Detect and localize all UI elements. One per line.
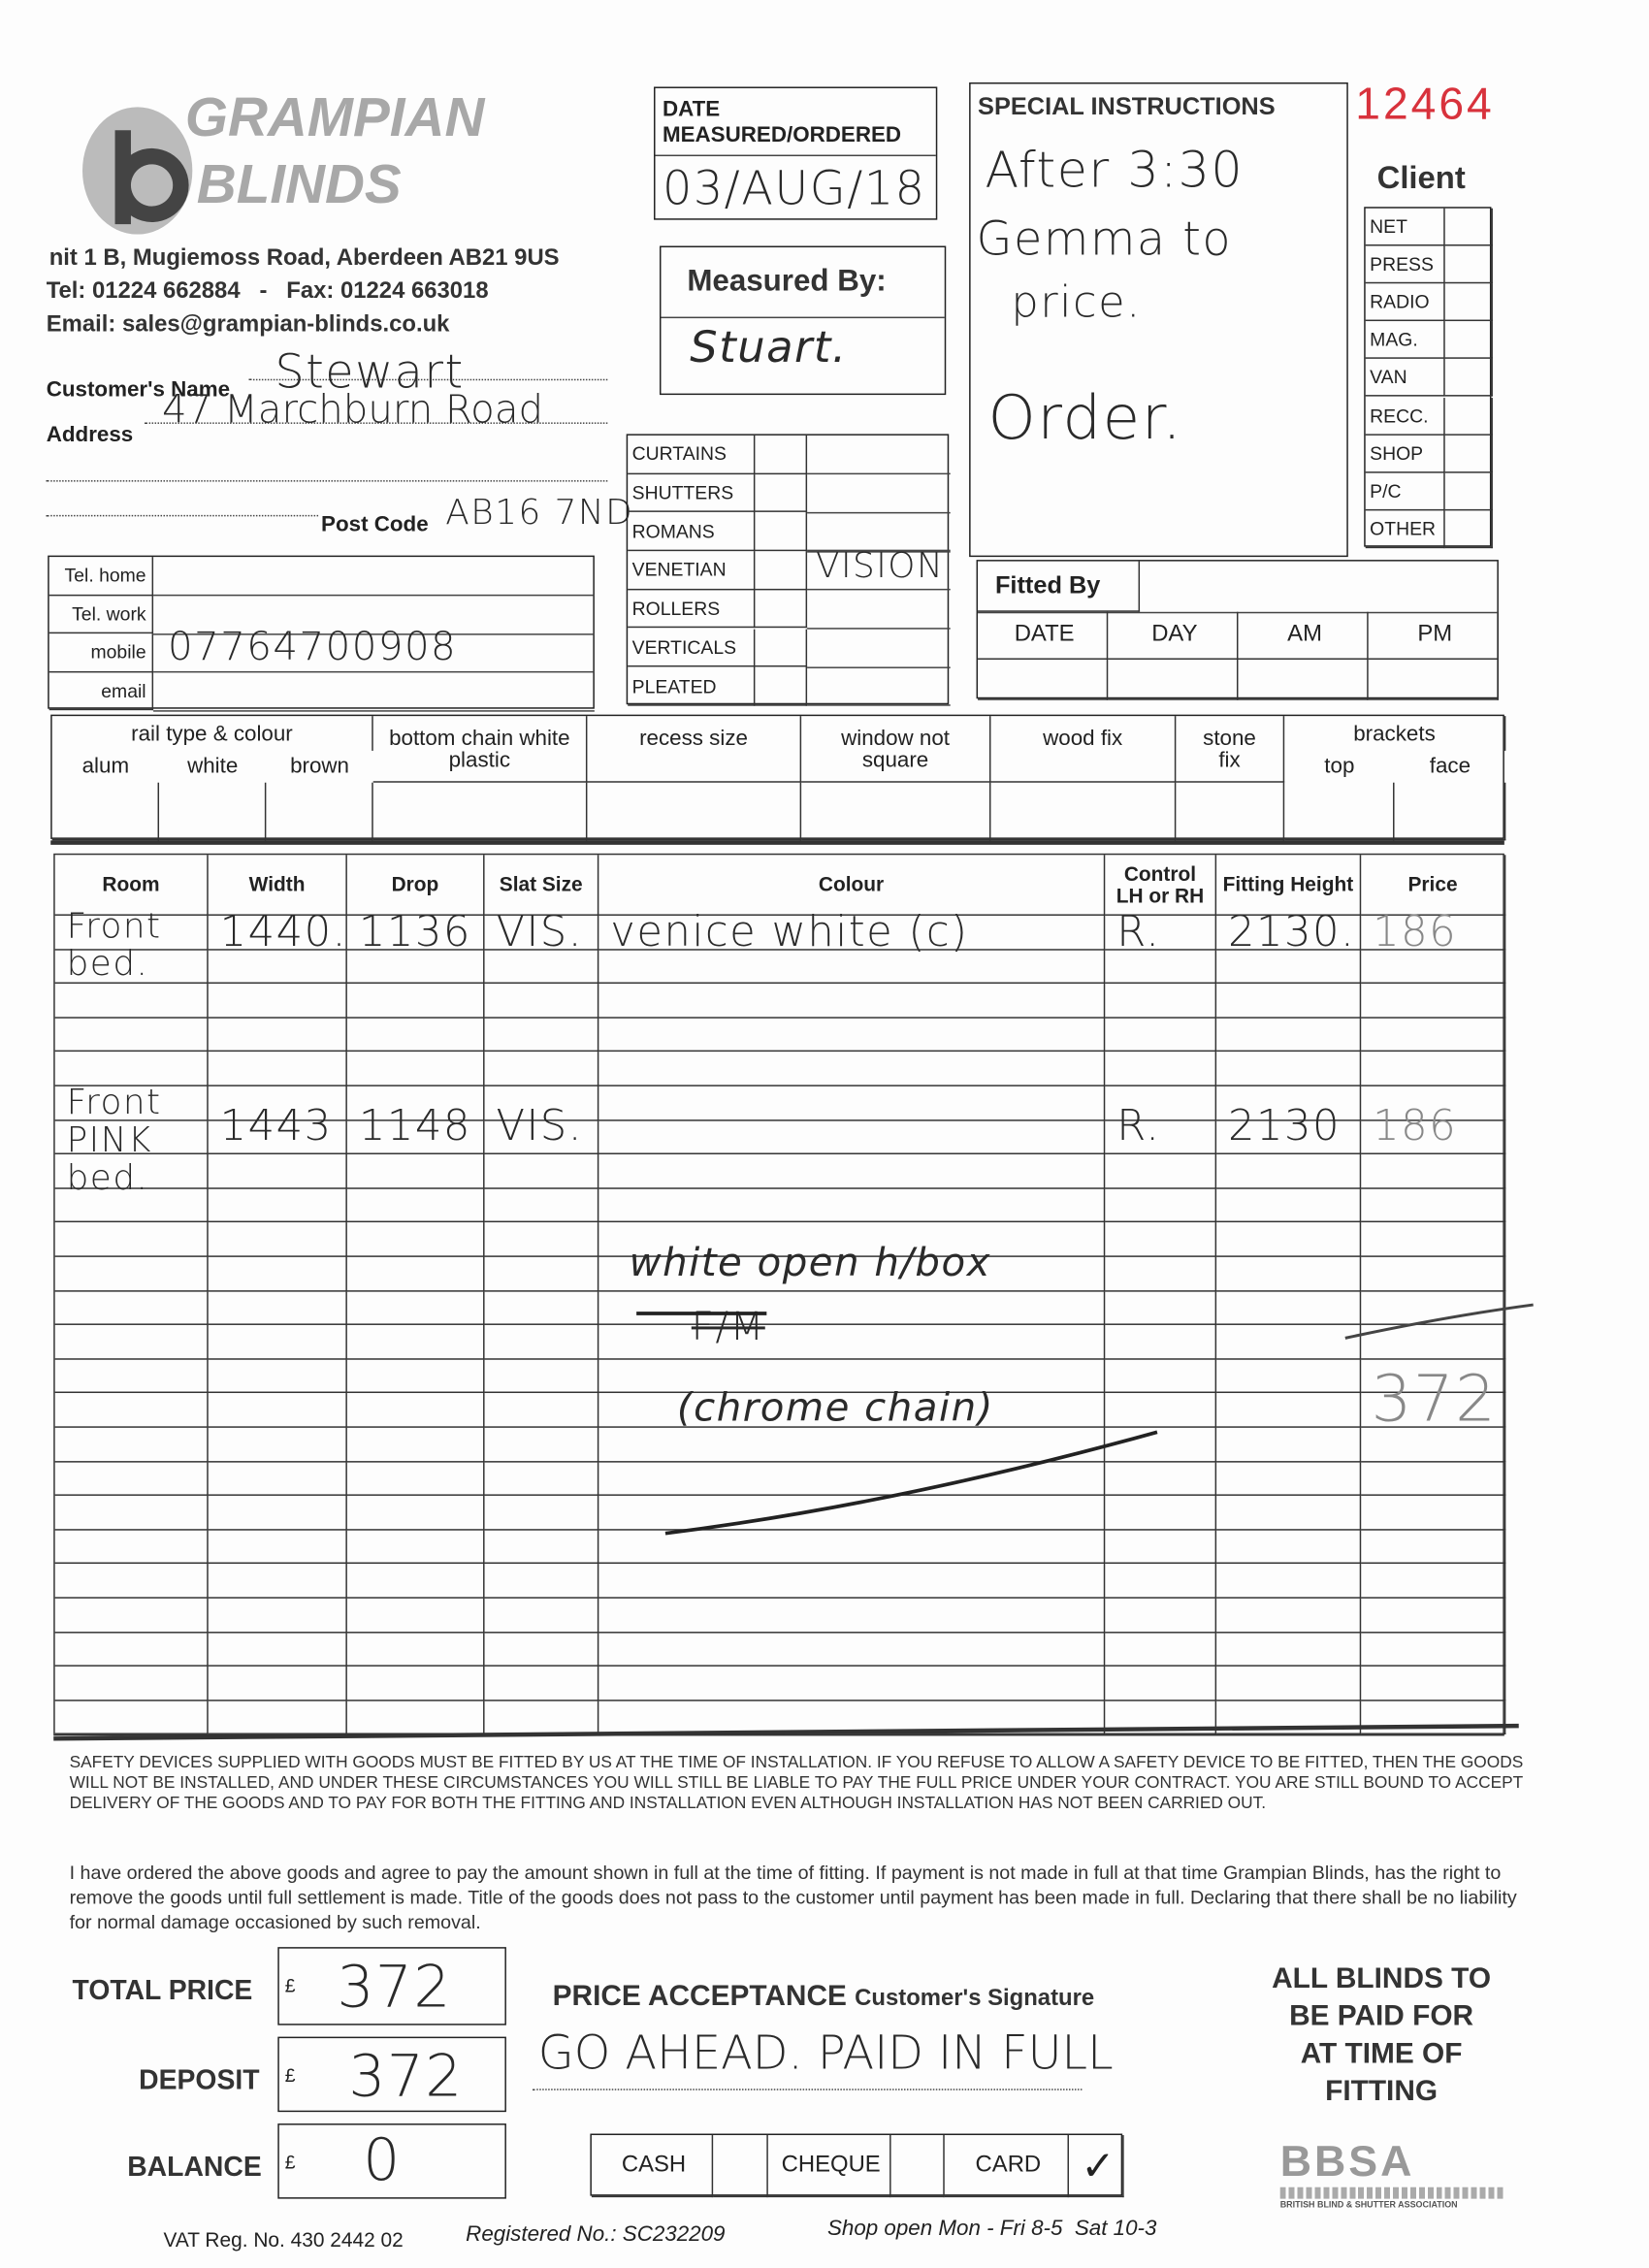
table-cell[interactable] — [209, 1530, 347, 1564]
blind-type-label: PLEATED — [628, 667, 755, 706]
table-cell[interactable] — [347, 1667, 485, 1701]
rail-option-label: white — [187, 753, 239, 779]
address-label: Address — [46, 422, 134, 447]
table-cell[interactable] — [485, 1428, 599, 1462]
column-header: Drop — [347, 855, 485, 916]
fitted-by-cell[interactable] — [1369, 660, 1499, 700]
client-option-checkbox[interactable] — [1445, 435, 1493, 472]
table-cell[interactable] — [55, 1667, 209, 1701]
blind-type-label: VERTICALS — [628, 629, 755, 667]
spec-input-cell[interactable] — [1395, 783, 1506, 841]
blind-type-table — [627, 434, 950, 704]
contact-value[interactable]: 07764700908 — [167, 625, 458, 670]
contact-label: Tel. work — [49, 596, 153, 634]
fitted-by-column-header: PM — [1369, 612, 1499, 660]
company-logo — [80, 101, 195, 234]
client-option-checkbox[interactable] — [1445, 472, 1493, 510]
table-cell[interactable] — [55, 984, 209, 1018]
instruction-line: Gemma to — [976, 211, 1233, 267]
table-cell[interactable] — [347, 1428, 485, 1462]
total-note: 372 — [1371, 1362, 1498, 1437]
item-control[interactable]: R. — [1116, 906, 1161, 956]
item-colour[interactable]: venice white (c) — [610, 906, 969, 956]
client-option-label: NET — [1366, 209, 1445, 246]
table-cell[interactable] — [485, 1359, 599, 1393]
signature-label: Customer's Signature — [855, 1986, 1095, 2011]
date-value[interactable]: 03/AUG/18 — [662, 160, 926, 216]
blind-type-label: ROLLERS — [628, 590, 755, 629]
table-cell[interactable] — [55, 1496, 209, 1530]
client-option-label: PRESS — [1366, 246, 1445, 284]
table-cell[interactable] — [209, 1325, 347, 1359]
table-divider — [807, 511, 951, 513]
table-cell[interactable] — [598, 1019, 1105, 1053]
table-cell[interactable] — [485, 1325, 599, 1359]
agreement-terms: I have ordered the above goods and agree to pay the amount shown in full at the time of fitting. If payment is not made in full at that time Grampian Blinds, has the right to remove the goods until full settlement is made. Title of the goods does not pass to the customer until payment has been made in full. Declaring that there shall be no liability for normal damage occasioned by such removal. — [69, 1862, 1517, 1933]
rail-option-label: alum — [81, 753, 130, 779]
blind-type-value[interactable]: VISION — [816, 545, 945, 587]
table-cell[interactable] — [598, 984, 1105, 1018]
item-fitting-height[interactable]: 2130 — [1228, 1100, 1342, 1150]
spec-input-cell[interactable] — [373, 783, 588, 841]
logo-b-icon — [80, 101, 195, 234]
total-price-box[interactable] — [277, 1947, 506, 2025]
table-cell[interactable] — [485, 1633, 599, 1667]
column-header: Slat Size — [485, 855, 599, 916]
table-cell[interactable] — [209, 1154, 347, 1188]
table-cell[interactable] — [1105, 1223, 1216, 1257]
payment-method-table — [590, 2134, 1122, 2196]
spec-header: rail type & colour — [52, 716, 373, 751]
fitted-by-label: Fitted By — [978, 562, 1140, 612]
table-cell[interactable] — [55, 1599, 209, 1633]
table-cell[interactable] — [598, 1086, 1105, 1120]
spec-input-cell[interactable] — [159, 783, 266, 841]
bbsa-logo-text: BBSA — [1279, 2137, 1415, 2187]
table-cell[interactable] — [209, 1496, 347, 1530]
client-option-checkbox[interactable] — [1445, 397, 1493, 435]
customer-name-value[interactable]: Stewart — [275, 343, 465, 400]
client-option-checkbox[interactable] — [1445, 321, 1493, 359]
client-option-label: OTHER — [1366, 510, 1445, 548]
bbsa-caption: BRITISH BLIND & SHUTTER ASSOCIATION — [1279, 2201, 1458, 2211]
item-width[interactable]: 1443 — [219, 1100, 333, 1150]
table-cell[interactable] — [598, 1667, 1105, 1701]
spec-input-cell[interactable] — [801, 783, 990, 841]
table-cell[interactable] — [1361, 1188, 1505, 1222]
client-option-checkbox[interactable] — [1445, 246, 1493, 284]
contact-label: email — [49, 672, 153, 711]
table-cell[interactable] — [55, 1257, 209, 1291]
client-option-label: VAN — [1366, 359, 1445, 397]
safety-terms: SAFETY DEVICES SUPPLIED WITH GOODS MUST BE FITTED BY US AT THE TIME OF INSTALLATION. IF YOU REFUSE TO ALLOW A SAFETY DEVICE TO BE FITTED, THEN THE GOODS WILL NOT BE INSTALLED, AND UNDER THESE CIRCUMSTANCES YOU WILL STILL BE LIABLE TO PAY THE FULL PRICE UNDER YOUR CONTRACT. YOU ARE STILL BOUND TO ACCEPT DELIVERY OF THE GOODS AND TO PAY FOR BOTH THE FITTING AND INSTALLATION EVEN ALTHOUGH INSTALLATION HAS NOT BEEN CARRIED OUT. — [69, 1753, 1524, 1813]
table-cell[interactable] — [1361, 1154, 1505, 1188]
bracket-option-label: top — [1324, 753, 1355, 779]
table-cell[interactable] — [347, 1019, 485, 1053]
table-cell[interactable] — [1105, 1053, 1216, 1086]
table-cell[interactable] — [55, 1359, 209, 1393]
table-cell[interactable] — [485, 1565, 599, 1599]
table-cell[interactable] — [347, 1223, 485, 1257]
client-option-checkbox[interactable] — [1445, 284, 1493, 322]
column-header: Price — [1361, 855, 1505, 916]
table-cell[interactable] — [1216, 1257, 1361, 1291]
shop-hours: Shop open Mon - Fri 8-5 Sat 10-3 — [826, 2216, 1157, 2241]
table-cell[interactable] — [55, 1565, 209, 1599]
payment-option-label: CARD — [945, 2135, 1069, 2197]
bracket-option-label: face — [1429, 753, 1471, 779]
note-line: F/M — [691, 1305, 765, 1350]
table-cell[interactable] — [1105, 1188, 1216, 1222]
payment-option-label: CHEQUE — [768, 2135, 891, 2197]
spec-header: window not square — [801, 716, 990, 783]
table-divider — [807, 666, 951, 668]
table-cell[interactable] — [1105, 1154, 1216, 1188]
blind-type-label: VENETIAN — [628, 551, 755, 590]
blind-type-checkbox[interactable] — [755, 590, 807, 629]
total-price-value: 372 — [337, 1954, 452, 2022]
notice-line: BE PAID FOR — [1289, 2000, 1474, 2033]
table-cell[interactable] — [485, 1223, 599, 1257]
item-room[interactable]: Front bed. — [66, 905, 162, 985]
payment-option-label: CASH — [592, 2135, 713, 2197]
table-cell[interactable] — [55, 1530, 209, 1564]
table-cell[interactable] — [598, 1599, 1105, 1633]
table-cell[interactable] — [598, 1053, 1105, 1086]
spec-header: recess size — [587, 716, 801, 783]
item-fitting-height[interactable]: 2130. — [1228, 906, 1356, 956]
column-header: Room — [55, 855, 209, 916]
table-cell[interactable] — [347, 1565, 485, 1599]
date-label-line2: MEASURED/ORDERED — [662, 122, 902, 148]
table-cell[interactable] — [55, 1428, 209, 1462]
table-cell[interactable] — [598, 1154, 1105, 1188]
address-value[interactable]: 47 Marchburn Road — [162, 387, 544, 433]
table-cell[interactable] — [209, 1257, 347, 1291]
notice-line: AT TIME OF — [1300, 2038, 1463, 2070]
special-instructions-box — [969, 82, 1348, 557]
table-cell[interactable] — [209, 1565, 347, 1599]
table-divider — [153, 595, 595, 597]
column-header: Width — [209, 855, 347, 916]
table-cell[interactable] — [485, 1599, 599, 1633]
table-cell[interactable] — [209, 1633, 347, 1667]
table-cell[interactable] — [55, 1633, 209, 1667]
currency-symbol: £ — [284, 2063, 296, 2087]
table-cell[interactable] — [1216, 1599, 1361, 1633]
table-cell[interactable] — [485, 1462, 599, 1496]
client-option-checkbox[interactable] — [1445, 510, 1493, 548]
measured-by-box — [660, 246, 946, 396]
table-cell[interactable] — [347, 984, 485, 1018]
fitted-by-column-header: DAY — [1108, 612, 1238, 660]
currency-symbol: £ — [284, 1974, 296, 1996]
table-cell[interactable] — [1105, 1667, 1216, 1701]
table-cell[interactable] — [1361, 1565, 1505, 1599]
item-control[interactable]: R. — [1116, 1100, 1161, 1150]
registered-number: Registered No.: SC232209 — [466, 2221, 726, 2247]
table-cell[interactable] — [1105, 1257, 1216, 1291]
table-cell[interactable] — [1361, 1053, 1505, 1086]
contact-table — [48, 556, 595, 709]
blind-type-checkbox[interactable] — [755, 667, 807, 706]
table-cell[interactable] — [55, 1701, 209, 1734]
item-room[interactable]: Front PINK bed. — [66, 1082, 162, 1198]
blind-type-checkbox[interactable] — [755, 629, 807, 667]
spec-input-cell[interactable] — [52, 783, 159, 841]
table-cell[interactable] — [209, 1599, 347, 1633]
specs-table — [50, 715, 1504, 839]
blind-type-checkbox[interactable] — [755, 474, 807, 513]
spec-header: brackets — [1284, 716, 1505, 751]
client-option-label: MAG. — [1366, 321, 1445, 359]
table-cell[interactable] — [1105, 1019, 1216, 1053]
table-cell[interactable] — [347, 1633, 485, 1667]
spec-input-cell[interactable] — [1284, 783, 1394, 841]
table-divider — [807, 704, 951, 706]
bbsa-logo — [1279, 2137, 1504, 2211]
item-width[interactable]: 1440. — [219, 906, 347, 956]
table-cell[interactable] — [485, 984, 599, 1018]
table-divider — [807, 628, 951, 630]
client-option-label: P/C — [1366, 472, 1445, 510]
balance-value: 0 — [363, 2127, 402, 2195]
table-cell[interactable] — [1216, 1053, 1361, 1086]
table-cell[interactable] — [598, 1188, 1105, 1222]
table-cell[interactable] — [1361, 984, 1505, 1018]
table-cell[interactable] — [347, 1599, 485, 1633]
table-cell[interactable] — [485, 1701, 599, 1734]
contact-label: mobile — [49, 633, 153, 672]
payment-notice — [1230, 1960, 1534, 2111]
fitted-by-cell[interactable] — [1238, 660, 1368, 700]
table-cell[interactable] — [347, 1053, 485, 1086]
note-line: (chrome chain) — [676, 1385, 994, 1431]
table-divider — [153, 709, 595, 711]
table-cell[interactable] — [1216, 1154, 1361, 1188]
customer-signature[interactable]: GO AHEAD. PAID IN FULL — [537, 2025, 1114, 2081]
table-cell[interactable] — [1361, 1223, 1505, 1257]
table-cell[interactable] — [1361, 1599, 1505, 1633]
table-cell[interactable] — [347, 1394, 485, 1428]
table-cell[interactable] — [209, 1019, 347, 1053]
company-name-line2: BLINDS — [196, 154, 402, 216]
table-cell[interactable] — [1216, 1667, 1361, 1701]
table-divider — [153, 671, 595, 673]
spec-input-cell[interactable] — [1176, 783, 1284, 841]
deposit-box[interactable] — [277, 2037, 506, 2113]
table-cell[interactable] — [485, 1257, 599, 1291]
table-cell[interactable] — [347, 1154, 485, 1188]
balance-box[interactable] — [277, 2123, 506, 2199]
item-price[interactable]: 186 — [1373, 1100, 1458, 1150]
client-title: Client — [1376, 159, 1466, 196]
item-drop[interactable]: 1148 — [358, 1100, 471, 1150]
table-cell[interactable] — [1216, 1633, 1361, 1667]
table-cell[interactable] — [55, 1019, 209, 1053]
table-cell[interactable] — [209, 1223, 347, 1257]
table-cell[interactable] — [347, 1701, 485, 1734]
client-option-checkbox[interactable] — [1445, 209, 1493, 246]
client-source-table — [1364, 207, 1491, 546]
table-cell[interactable] — [209, 1428, 347, 1462]
table-cell[interactable] — [209, 1188, 347, 1222]
table-cell[interactable] — [209, 984, 347, 1018]
table-cell[interactable] — [209, 1394, 347, 1428]
currency-symbol: £ — [284, 2151, 296, 2173]
postcode-label: Post Code — [321, 511, 429, 537]
spec-header: stone fix — [1176, 716, 1284, 783]
client-option-checkbox[interactable] — [1445, 359, 1493, 397]
table-cell[interactable] — [485, 1667, 599, 1701]
table-cell[interactable] — [209, 1053, 347, 1086]
notice-line: FITTING — [1325, 2075, 1439, 2108]
date-box — [654, 86, 937, 219]
table-cell[interactable] — [1216, 1223, 1361, 1257]
payment-checkbox[interactable] — [713, 2135, 768, 2197]
fitted-by-table — [977, 560, 1499, 698]
table-cell[interactable] — [485, 1291, 599, 1325]
table-cell[interactable] — [1361, 1667, 1505, 1701]
measured-by-value[interactable]: Stuart. — [690, 322, 848, 373]
table-cell[interactable] — [1361, 1257, 1505, 1291]
date-label-line1: DATE — [662, 96, 721, 122]
vat-number: VAT Reg. No. 430 2442 02 — [163, 2227, 404, 2252]
table-cell[interactable] — [347, 1496, 485, 1530]
table-cell[interactable] — [347, 1325, 485, 1359]
table-cell[interactable] — [1105, 1599, 1216, 1633]
client-option-label: RADIO — [1366, 284, 1445, 322]
item-price[interactable]: 186 — [1373, 906, 1458, 956]
contact-label: Tel. home — [49, 557, 153, 596]
table-cell[interactable] — [209, 1359, 347, 1393]
fitted-by-cell[interactable] — [978, 660, 1108, 700]
table-cell[interactable] — [347, 1359, 485, 1393]
customer-name-label: Customer's Name — [46, 377, 231, 403]
item-drop[interactable]: 1136 — [358, 906, 471, 956]
spec-input-cell[interactable] — [266, 783, 372, 841]
column-header: Control LH or RH — [1105, 855, 1216, 916]
table-cell[interactable] — [347, 1291, 485, 1325]
table-cell[interactable] — [1105, 1565, 1216, 1599]
item-slat[interactable]: VIS. — [496, 906, 584, 956]
blind-type-label: ROMANS — [628, 512, 755, 551]
table-cell[interactable] — [55, 1325, 209, 1359]
table-cell[interactable] — [1105, 984, 1216, 1018]
table-cell[interactable] — [1361, 1701, 1505, 1734]
fitted-by-cell[interactable] — [1108, 660, 1238, 700]
item-slat[interactable]: VIS. — [496, 1100, 584, 1150]
table-cell[interactable] — [347, 1257, 485, 1291]
table-cell[interactable] — [347, 1188, 485, 1222]
spec-header: bottom chain white plastic — [373, 716, 588, 783]
company-email: Email: sales@grampian-blinds.co.uk — [46, 312, 450, 338]
client-option-label: SHOP — [1366, 435, 1445, 472]
table-cell[interactable] — [55, 1394, 209, 1428]
blind-type-checkbox[interactable] — [755, 512, 807, 551]
payment-checkbox[interactable] — [891, 2135, 945, 2197]
special-instructions-title: SPECIAL INSTRUCTIONS — [978, 92, 1276, 120]
column-header: Colour — [598, 855, 1105, 916]
table-cell[interactable] — [485, 1394, 599, 1428]
table-divider — [807, 473, 951, 475]
table-cell[interactable] — [485, 1188, 599, 1222]
blind-type-label: CURTAINS — [628, 436, 755, 474]
instruction-line: After 3:30 — [985, 142, 1245, 200]
balance-label: BALANCE — [127, 2152, 262, 2184]
postcode-value[interactable]: AB16 7ND — [445, 492, 634, 533]
blind-type-label: SHUTTERS — [628, 474, 755, 513]
spec-input-cell[interactable] — [990, 783, 1176, 841]
client-option-label: RECC. — [1366, 397, 1445, 435]
blind-type-checkbox[interactable] — [755, 551, 807, 590]
table-cell[interactable] — [55, 1223, 209, 1257]
rail-option-label: brown — [290, 753, 350, 779]
measured-by-label: Measured By: — [687, 264, 887, 299]
deposit-label: DEPOSIT — [139, 2065, 260, 2096]
price-acceptance-title — [553, 1979, 1095, 2017]
table-cell[interactable] — [1216, 1188, 1361, 1222]
table-cell[interactable] — [598, 1633, 1105, 1667]
table-cell[interactable] — [1216, 1019, 1361, 1053]
note-line: white open h/box — [629, 1241, 991, 1286]
table-cell[interactable] — [209, 1291, 347, 1325]
company-address: nit 1 B, Mugiemoss Road, Aberdeen AB21 9US — [48, 245, 560, 271]
instruction-line: Order. — [987, 381, 1183, 453]
table-cell[interactable] — [209, 1462, 347, 1496]
table-cell[interactable] — [485, 1053, 599, 1086]
deposit-value: 372 — [348, 2044, 464, 2111]
instruction-line: price. — [1011, 277, 1142, 329]
table-cell[interactable] — [598, 1565, 1105, 1599]
price-acceptance-label: PRICE ACCEPTANCE — [552, 1980, 847, 2013]
table-cell[interactable] — [1361, 1019, 1505, 1053]
table-cell[interactable] — [209, 1667, 347, 1701]
table-cell[interactable] — [485, 1496, 599, 1530]
total-price-label: TOTAL PRICE — [72, 1975, 253, 2007]
column-header: Fitting Height — [1216, 855, 1361, 916]
table-cell[interactable] — [347, 1462, 485, 1496]
fitted-by-column-header: DATE — [978, 612, 1108, 660]
table-cell[interactable] — [1105, 1633, 1216, 1667]
spec-header: wood fix — [990, 716, 1176, 783]
table-cell[interactable] — [209, 1701, 347, 1734]
table-cell[interactable] — [485, 1154, 599, 1188]
table-cell[interactable] — [347, 1530, 485, 1564]
table-cell[interactable] — [1361, 1633, 1505, 1667]
table-divider — [807, 589, 951, 591]
table-cell[interactable] — [1216, 984, 1361, 1018]
order-number: 12464 — [1355, 78, 1495, 129]
payment-checkbox[interactable]: ✓ — [1069, 2135, 1124, 2197]
table-cell[interactable] — [55, 1462, 209, 1496]
company-name-line1: GRAMPIAN — [184, 87, 485, 149]
table-cell[interactable] — [485, 1530, 599, 1564]
table-cell[interactable] — [598, 1120, 1105, 1154]
spec-input-cell[interactable] — [587, 783, 801, 841]
table-cell[interactable] — [55, 1291, 209, 1325]
notice-line: ALL BLINDS TO — [1272, 1962, 1492, 1995]
fitted-by-column-header: AM — [1238, 612, 1368, 660]
table-cell[interactable] — [1216, 1565, 1361, 1599]
blind-type-checkbox[interactable] — [755, 436, 807, 474]
company-phone: Tel: 01224 662884 - Fax: 01224 663018 — [46, 278, 489, 305]
table-cell[interactable] — [485, 1019, 599, 1053]
